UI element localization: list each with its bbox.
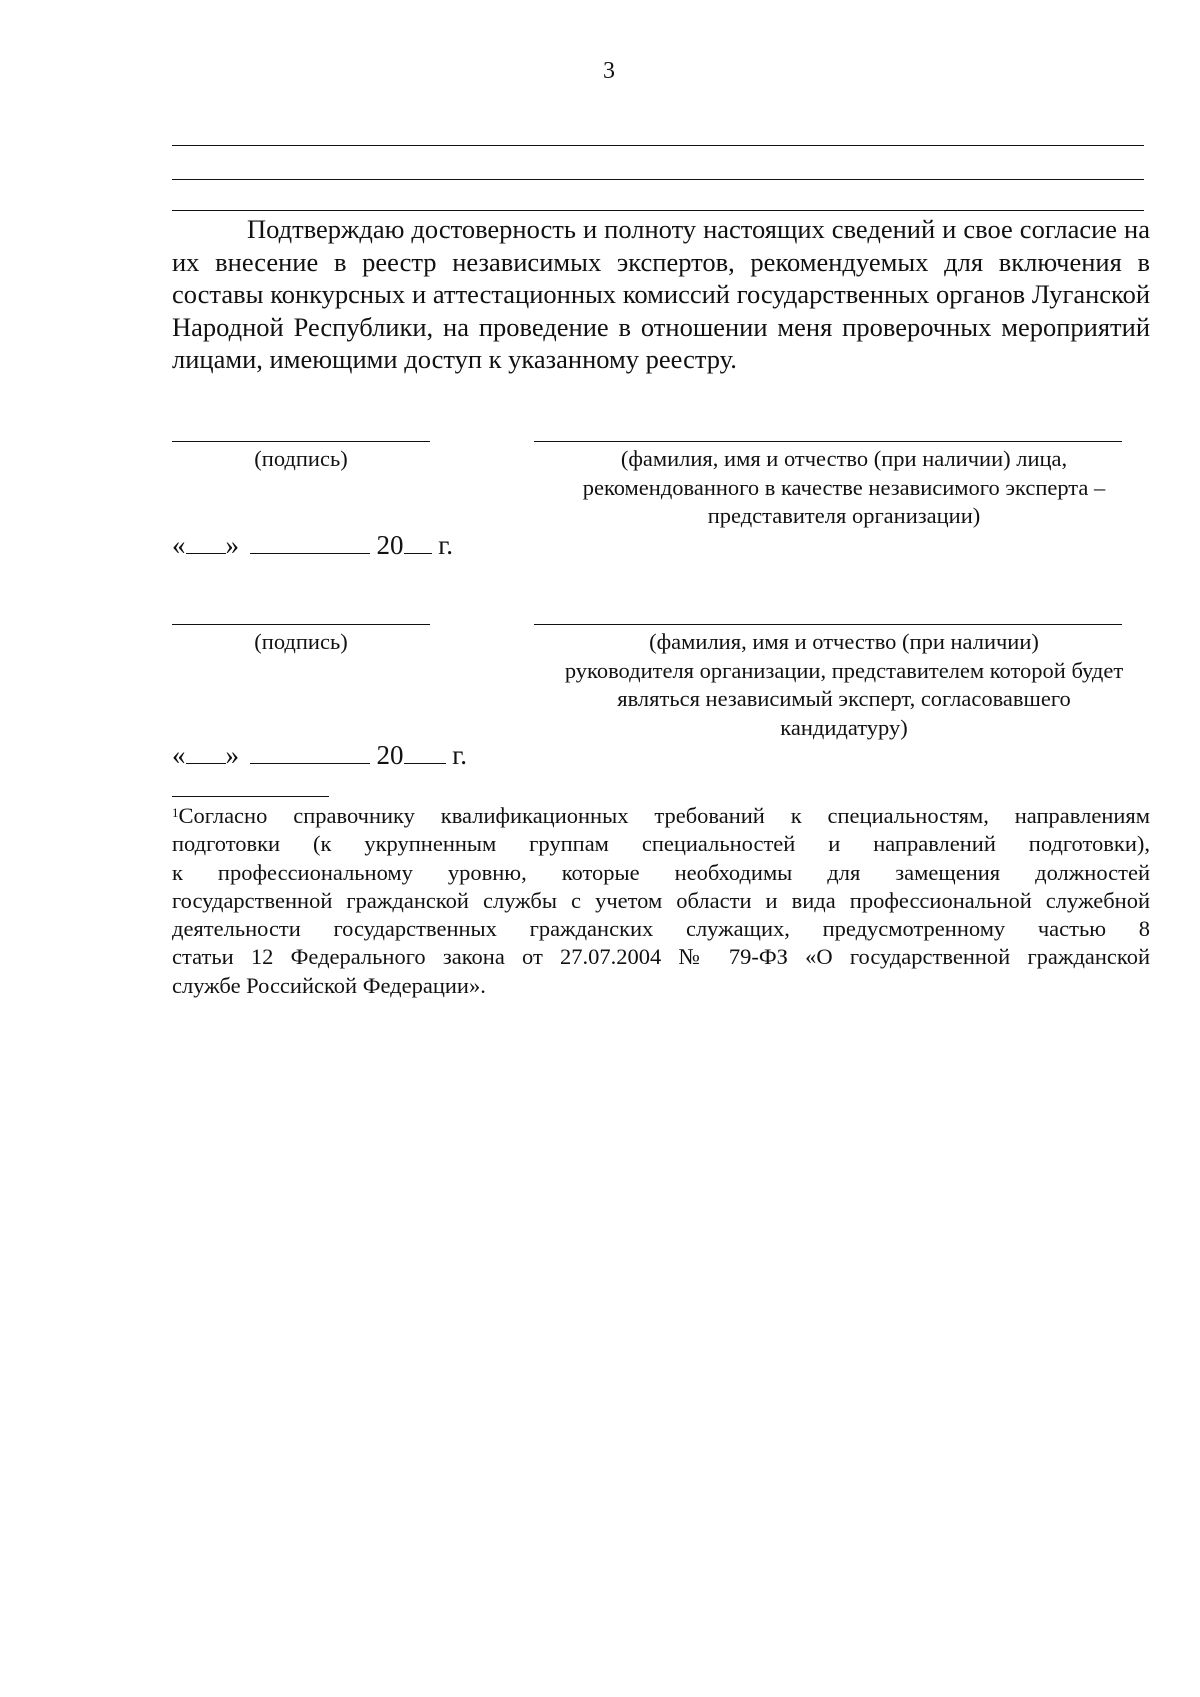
name-line-1 (534, 441, 1122, 442)
date-year-prefix: 20 (376, 740, 404, 770)
signature-line-1 (172, 441, 430, 442)
name-caption-1-line: рекомендованного в качестве независимого эксперта – (582, 474, 1106, 500)
name-caption-2-line: (фамилия, имя и отчество (при наличии) (649, 629, 1039, 654)
page-number: 3 (603, 58, 615, 84)
blank-line-3 (172, 210, 1144, 211)
date-year-suffix: г. (452, 740, 468, 770)
name-caption-2-line: являться независимый эксперт, согласовавшего (617, 686, 1071, 711)
footnote (172, 802, 1150, 1000)
footnote-line: подготовки (к укрупненным группам специальностей и направлений подготовки), (172, 831, 1150, 857)
year-blank (404, 743, 446, 764)
year-blank (404, 533, 432, 554)
footnote-line: к профессиональному уровню, которые необходимы для замещения должностей (172, 859, 1150, 885)
footnote-line: статьи 12 Федерального закона от 27.07.2004 № 79-ФЗ «О государственной гражданской (172, 944, 1150, 970)
blank-line-1 (172, 145, 1144, 146)
footnote-line: деятельности государственных гражданских служащих, предусмотренному частью 8 (172, 916, 1150, 942)
signature-caption-2: (подпись) (254, 629, 348, 654)
month-blank (250, 743, 370, 764)
footnote-line: службе Российской Федерации». (172, 972, 486, 998)
month-blank (250, 533, 370, 554)
day-blank (186, 743, 226, 764)
footnote-separator (172, 796, 329, 797)
date-open-quote: « (172, 740, 186, 770)
signature-line-2 (172, 624, 430, 625)
name-caption-1-line: представителя организации) (707, 503, 981, 528)
blank-line-2 (172, 179, 1144, 180)
name-caption-1 (534, 445, 1154, 531)
date-open-quote: « (172, 530, 186, 560)
date-close-quote: » (225, 740, 239, 770)
day-blank (186, 533, 226, 554)
footnote-line (172, 802, 1150, 830)
footnote-line-text: Согласно справочнику квалификационных требований к специальностям, направлениям (178, 803, 1150, 828)
signature-caption-1: (подпись) (254, 446, 348, 471)
name-caption-1-line: (фамилия, имя и отчество (при наличии) лица, (620, 446, 1068, 471)
name-caption-2-line: кандидатуру) (780, 714, 908, 740)
date-close-quote: » (225, 530, 239, 560)
date-field-1 (172, 530, 453, 561)
footnote-marker: 1 (172, 805, 179, 820)
name-line-2 (534, 624, 1122, 625)
confirmation-paragraph: Подтверждаю достоверность и полноту настоящих сведений и свое согласие на их внесение в реестр независимых экспертов, рекомендуемых для включения в составы конкурсных и аттестационных комиссий государственных органов Луганской Народной Республики, на проведение в отношении меня проверочных мероприятий лицами, имеющими доступ к указанному реестру. (172, 214, 1150, 375)
name-caption-2-line: руководителя организации, представителем которой будет (564, 657, 1124, 683)
date-year-suffix: г. (438, 530, 454, 560)
date-field-2 (172, 740, 467, 771)
footnote-line: государственной гражданской службы с учетом области и вида профессиональной служебной (172, 887, 1150, 913)
name-caption-2 (534, 628, 1154, 742)
date-year-prefix: 20 (376, 530, 404, 560)
